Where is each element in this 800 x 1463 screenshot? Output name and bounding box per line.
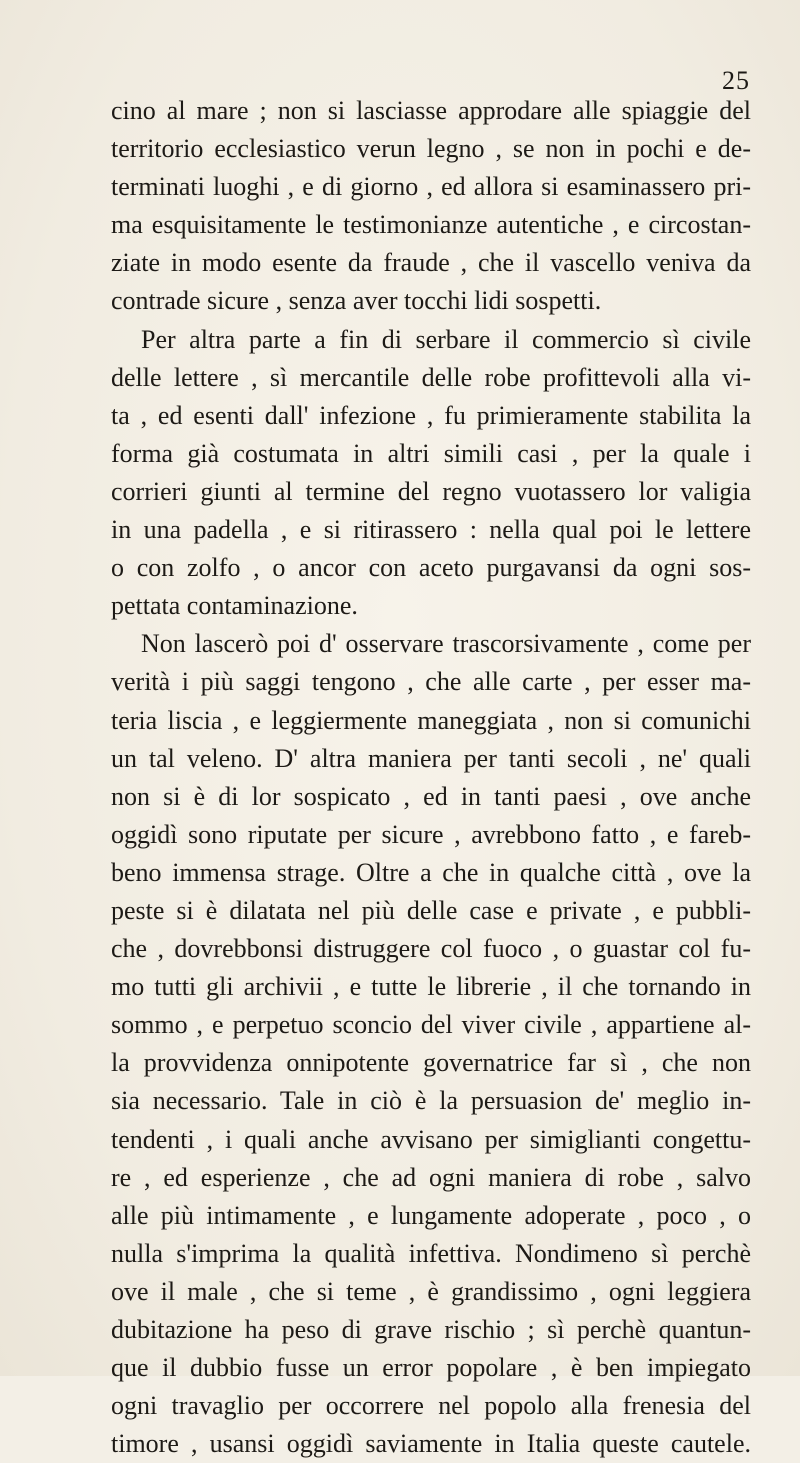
text-line: corrieri giunti al termine del regno vuotassero lor valigia: [111, 476, 751, 506]
text-line: ta , ed esenti dall' infezione , fu primieramente stabilita la: [111, 400, 751, 430]
text-line: delle lettere , sì mercantile delle robe profittevoli alla vi-: [111, 362, 751, 392]
text-line: ove il male , che si teme , è grandissimo , ogni leggiera: [111, 1276, 751, 1306]
text-line: Per altra parte a fin di serbare il commercio sì civile: [141, 324, 751, 354]
page-number: 25: [722, 66, 750, 95]
text-line: che , dovrebbonsi distruggere col fuoco , o guastar col fu-: [111, 934, 751, 964]
text-line: ogni travaglio per occorrere nel popolo alla frenesia del: [111, 1391, 751, 1421]
text-line: que il dubbio fusse un error popolare , è ben impiegato: [111, 1353, 751, 1383]
text-line: non si è di lor sospicato , ed in tanti paesi , ove anche: [111, 781, 751, 811]
text-line: un tal veleno. D' altra maniera per tanti secoli , ne' quali: [111, 743, 751, 773]
text-line: territorio ecclesiastico verun legno , se non in pochi e de-: [111, 134, 751, 164]
text-line: la provvidenza onnipotente governatrice far sì , che non: [111, 1048, 751, 1078]
text-line: tendenti , i quali anche avvisano per simiglianti congettu-: [111, 1124, 751, 1154]
text-line: dubitazione ha peso di grave rischio ; sì perchè quantun-: [111, 1315, 751, 1344]
text-line: ma esquisitamente le testimonianze autentiche , e circostan-: [111, 210, 751, 240]
text-line: timore , usansi oggidì saviamente in Italia queste cautele.: [111, 1429, 751, 1459]
body-text: [111, 92, 751, 1463]
text-line: sommo , e perpetuo sconcio del viver civile , appartiene al-: [111, 1010, 751, 1040]
text-line: teria liscia , e leggiermente maneggiata , non si comunichi: [111, 705, 751, 735]
text-line: ziate in modo esente da fraude , che il vascello veniva da: [111, 248, 751, 278]
text-line: beno immensa strage. Oltre a che in qualche città , ove la: [111, 857, 751, 887]
text-line: oggidì sono riputate per sicure , avrebbono fatto , e fareb-: [111, 819, 751, 849]
text-line: sia necessario. Tale in ciò è la persuasion de' meglio in-: [111, 1086, 751, 1116]
text-line: Non lascerò poi d' osservare trascorsivamente , come per: [141, 629, 751, 659]
text-line: in una padella , e si ritirassero : nella qual poi le lettere: [111, 515, 751, 545]
text-line: mo tutti gli archivii , e tutte le librerie , il che tornando in: [111, 972, 751, 1002]
text-line: verità i più saggi tengono , che alle carte , per esser ma-: [111, 667, 751, 697]
text-line: re , ed esperienze , che ad ogni maniera di robe , salvo: [111, 1162, 751, 1192]
text-line: cino al mare ; non si lasciasse approdare alle spiaggie del: [111, 96, 751, 125]
text-line: contrade sicure , senza aver tocchi lidi sospetti.: [111, 286, 602, 316]
text-line: forma già costumata in altri simili casi , per la quale i: [111, 438, 751, 468]
text-line: peste si è dilatata nel più delle case e private , e pubbli-: [111, 895, 751, 925]
text-line: alle più intimamente , e lungamente adoperate , poco , o: [111, 1200, 751, 1230]
text-line: terminati luoghi , e di giorno , ed allora si esaminassero pri-: [111, 172, 751, 202]
text-line: o con zolfo , o ancor con aceto purgavansi da ogni sos-: [111, 553, 751, 583]
text-line: nulla s'imprima la qualità infettiva. Nondimeno sì perchè: [111, 1238, 751, 1268]
text-line: pettata contaminazione.: [111, 591, 358, 621]
